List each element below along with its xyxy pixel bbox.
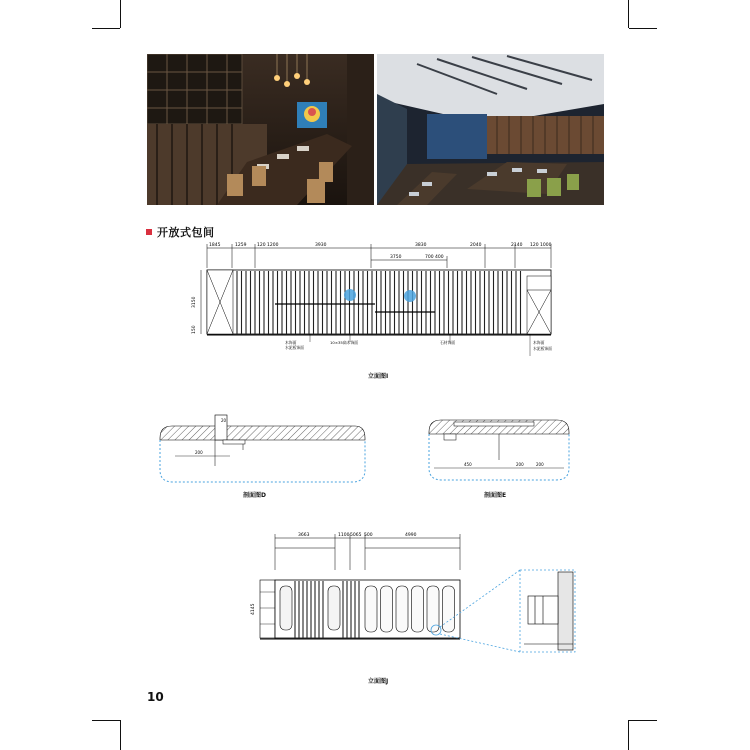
elevation-i-drawing (185, 238, 565, 363)
dim-top-6: 2040 (470, 243, 482, 248)
dim-sub-2: 700 400 (425, 255, 444, 260)
elevation-j-drawing (240, 530, 585, 665)
arched-panel (365, 586, 377, 632)
dim-j-4: 500 (364, 533, 373, 538)
private-room-photo (147, 54, 374, 205)
note-right: 石材饰面 (440, 340, 456, 345)
note-center: 10×35扁木饰面 (330, 340, 359, 345)
note-left-1: 木饰面 (285, 340, 297, 345)
dim-top-8: 120 1000 (530, 243, 552, 248)
dim-top-4: 3930 (315, 243, 327, 248)
section-d-dim-1: 20 (221, 418, 227, 423)
dim-j-side: 4145 (251, 603, 256, 615)
dim-j-1: 3663 (298, 533, 310, 538)
elevation-i-caption: 立面图I (368, 373, 389, 380)
elevation-j-caption: 立面图J (368, 678, 389, 685)
section-e-caption: 剖面图E (484, 492, 507, 499)
arched-panel (443, 586, 455, 632)
section-d-dim-2: 200 (195, 450, 203, 455)
side-dim-1: 3150 (192, 296, 197, 308)
dim-top-7: 2140 (511, 243, 523, 248)
arched-panel (381, 586, 393, 632)
section-e-dim-3: 200 (536, 462, 544, 467)
note-left-2: 水泥板饰面 (285, 345, 304, 350)
section-title-text: 开放式包间 (157, 226, 215, 239)
dim-j-2: 1100 (338, 533, 350, 538)
dim-j-3: 5065 (350, 533, 362, 538)
note-right-2: 木饰面 (533, 340, 545, 345)
arched-panel (412, 586, 424, 632)
section-d-caption: 剖面图D (243, 492, 266, 499)
dim-top-2: 1259 (235, 243, 247, 248)
section-e-dim-1: 450 (464, 462, 472, 467)
dim-sub-1: 3750 (390, 255, 402, 260)
section-d-drawing (155, 410, 370, 488)
section-marker-icon (146, 229, 152, 235)
section-e-dim-2: 200 (516, 462, 524, 467)
arched-panel (396, 586, 408, 632)
section-e-drawing (424, 410, 574, 485)
dining-hall-photo (377, 54, 604, 205)
dim-top-5: 3830 (415, 243, 427, 248)
note-right-3: 水泥板饰面 (533, 346, 552, 351)
side-dim-2: 150 (192, 325, 197, 334)
dim-j-5: 4990 (405, 533, 417, 538)
page-number: 10 (147, 690, 164, 704)
dim-top-3: 120 1200 (257, 243, 279, 248)
dim-top-1: 1845 (209, 243, 221, 248)
